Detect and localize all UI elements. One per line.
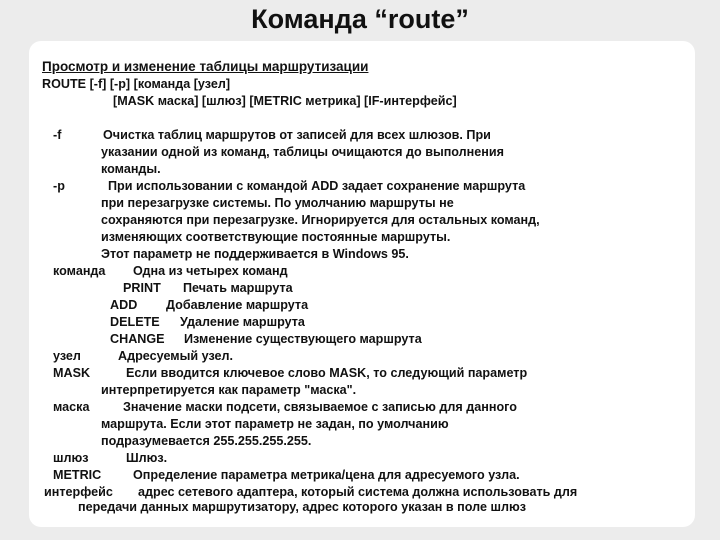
param-desc-command: Одна из четырех команд [133,264,288,278]
param-desc-mask-3: подразумевается 255.255.255.255. [101,434,312,448]
param-name-p: -p [53,179,65,193]
param-desc-f-3: команды. [101,162,161,176]
param-desc-f-1: Очистка таблиц маршрутов от записей для всех шлюзов. При [103,128,491,142]
command-desc-change: Изменение существующего маршрута [184,332,422,346]
param-desc-p-4: изменяющих соответствующие постоянные маршруты. [101,230,451,244]
param-name-gateway: шлюз [53,451,89,465]
param-desc-p-1: При использовании с командой ADD задает сохранение маршрута [108,179,526,193]
param-desc-mask-keyword-1: Если вводится ключевое слово MASK, то следующий параметр [126,366,528,380]
param-name-interface: интерфейс [44,485,113,499]
command-desc-print: Печать маршрута [183,281,293,295]
param-desc-interface-1: адрес сетевого адаптера, который система должна использовать для [138,485,578,499]
syntax-line-1: ROUTE [-f] [-p] [команда [узел] [42,77,231,91]
command-desc-add: Добавление маршрута [166,298,309,312]
param-desc-node: Адресуемый узел. [118,349,234,363]
param-name-metric: METRIC [53,468,102,482]
param-name-node: узел [53,349,81,363]
command-name-print: PRINT [123,281,161,295]
command-name-add: ADD [110,298,138,312]
param-desc-p-5: Этот параметр не поддерживается в Windows 95. [101,247,409,261]
param-desc-f-2: указании одной из команд, таблицы очищаются до выполнения [101,145,504,159]
param-desc-interface-2: передачи данных маршрутизатору, адрес которого указан в поле шлюз [78,500,526,514]
param-name-mask-keyword: MASK [53,366,91,380]
param-desc-mask-keyword-2: интерпретируется как параметр "маска". [101,383,357,397]
param-desc-metric: Определение параметра метрика/цена для адресуемого узла. [133,468,520,482]
param-name-mask: маска [53,400,90,414]
param-desc-mask-2: маршрута. Если этот параметр не задан, по умолчанию [101,417,449,431]
param-desc-gateway: Шлюз. [126,451,168,465]
syntax-line-2: [MASK маска] [шлюз] [METRIC метрика] [IF-интерфейс] [113,94,457,108]
command-name-change: CHANGE [110,332,165,346]
param-desc-p-2: при перезагрузке системы. По умолчанию маршруты не [101,196,454,210]
param-name-command: команда [53,264,106,278]
param-name-f: -f [53,128,62,142]
param-desc-mask-1: Значение маски подсети, связываемое с записью для данного [123,400,517,414]
param-desc-p-3: сохраняются при перезагрузке. Игнорируется для остальных команд, [101,213,540,227]
command-name-delete: DELETE [110,315,160,329]
section-heading: Просмотр и изменение таблицы маршрутизации [42,59,369,74]
slide-title: Команда “route” [251,4,469,34]
command-desc-delete: Удаление маршрута [180,315,305,329]
